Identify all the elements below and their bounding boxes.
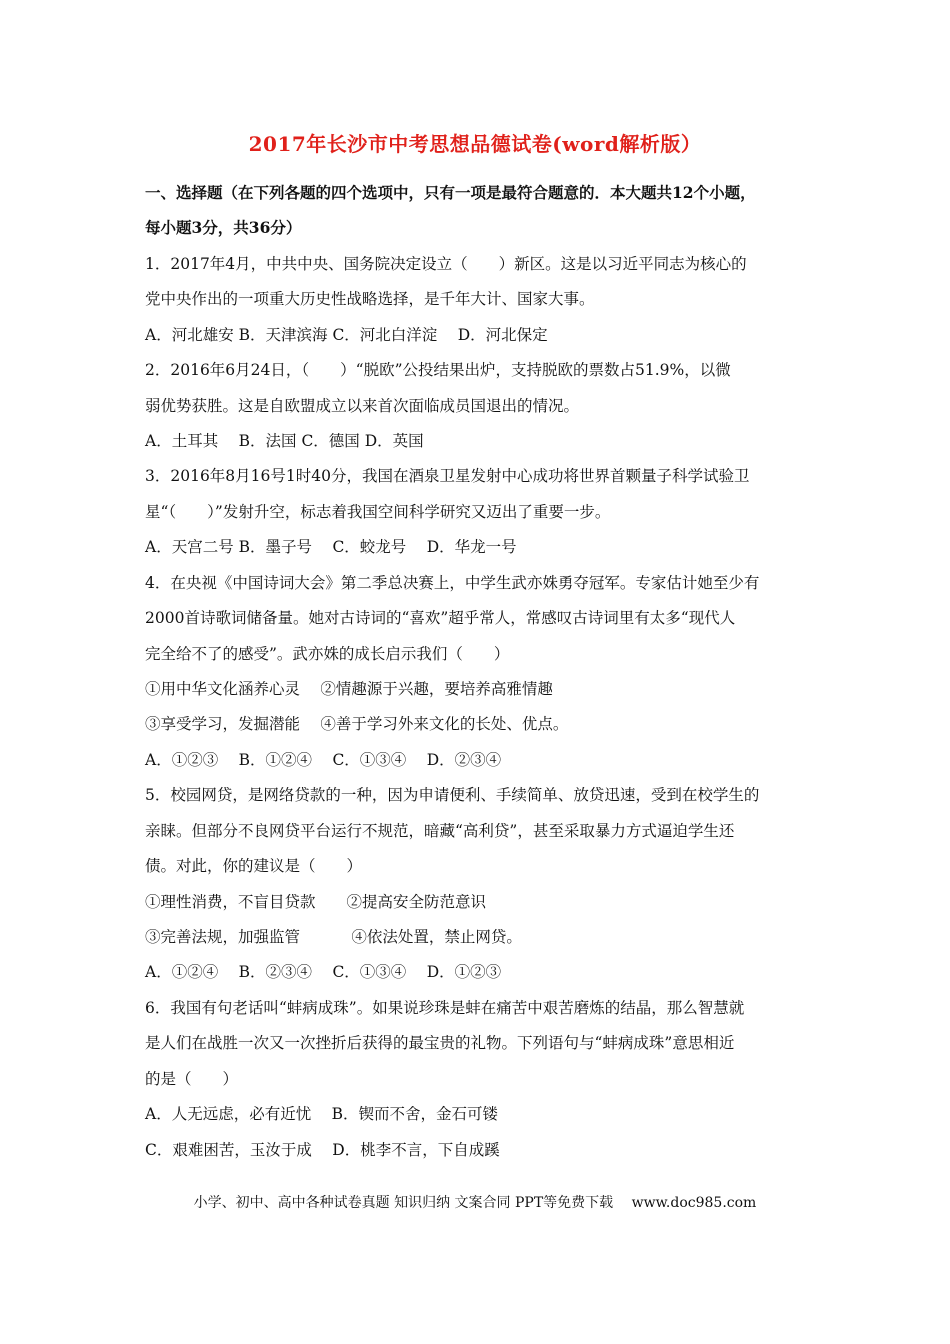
question-4-line-3: 完全给不了的感受”。武亦姝的成长启示我们（ ）	[145, 645, 510, 663]
question-5-options: A．①②④ B．②③④ C．①③④ D．①②③	[145, 963, 502, 981]
question-6-line-2: 是人们在战胜一次又一次挫折后获得的最宝贵的礼物。下列语句与“蚌病成珠”意思相近	[145, 1034, 735, 1052]
question-3-line-1: 3．2016年8月16号1时40分，我国在酒泉卫星发射中心成功将世界首颗量子科学试验卫	[145, 467, 750, 485]
question-1-line-2: 党中央作出的一项重大历史性战略选择，是千年大计、国家大事。	[145, 290, 595, 308]
question-6-options-a-b: A．人无远虑，必有近忧 B．锲而不舍，金石可镂	[145, 1105, 499, 1123]
question-1-line-1: 1．2017年4月，中共中央、国务院决定设立（ ）新区。这是以习近平同志为核心的	[145, 255, 747, 273]
question-2-options: A．土耳其 B．法国 C．德国 D．英国	[145, 432, 424, 450]
page-footer: 小学、初中、高中各种试卷真题 知识归纳 文案合同 PPT等免费下载 www.doc985.com	[193, 1195, 757, 1211]
question-3-line-2: 星“（ ）”发射升空，标志着我国空间科学研究又迈出了重要一步。	[145, 503, 611, 521]
question-5-statement-3-4: ③完善法规，加强监管 ④依法处置，禁止网贷。	[145, 928, 522, 946]
question-2-line-1: 2．2016年6月24日，（ ）“脱欧”公投结果出炉，支持脱欧的票数占51.9%，以微	[145, 361, 731, 379]
question-6-line-3: 的是（ ）	[145, 1070, 239, 1088]
question-5-statement-1-2: ①理性消费，不盲目贷款 ②提高安全防范意识	[145, 893, 487, 911]
section-heading-line-1: 一、选择题（在下列各题的四个选项中，只有一项是最符合题意的．本大题共12个小题，	[145, 183, 756, 202]
question-5-line-2: 亲睐。但部分不良网贷平台运行不规范，暗藏“高利贷”，甚至采取暴力方式逼迫学生还	[145, 822, 735, 840]
document-title: 2017年长沙市中考思想品德试卷(word解析版）	[248, 132, 702, 156]
question-2-line-2: 弱优势获胜。这是自欧盟成立以来首次面临成员国退出的情况。	[145, 397, 580, 415]
question-4-statement-1-2: ①用中华文化涵养心灵 ②情趣源于兴趣，要培养高雅情趣	[145, 680, 553, 698]
question-6-line-1: 6．我国有句老话叫“蚌病成珠”。如果说珍珠是蚌在痛苦中艰苦磨炼的结晶，那么智慧就	[145, 999, 745, 1017]
question-6-options-c-d: C．艰难困苦，玉汝于成 D．桃李不言，下自成蹊	[145, 1141, 500, 1159]
question-4-line-2: 2000首诗歌词储备量。她对古诗词的“喜欢”超乎常人，常感叹古诗词里有太多“现代人	[145, 609, 736, 627]
question-4-line-1: 4．在央视《中国诗词大会》第二季总决赛上，中学生武亦姝勇夺冠军。专家估计她至少有	[145, 574, 760, 592]
question-4-statement-3-4: ③享受学习，发掘潜能 ④善于学习外来文化的长处、优点。	[145, 715, 569, 733]
question-1-options: A．河北雄安 B．天津滨海 C．河北白洋淀 D．河北保定	[145, 326, 548, 344]
question-3-options: A．天宫二号 B．墨子号 C．蛟龙号 D．华龙一号	[145, 538, 517, 556]
section-heading-line-2: 每小题3分，共36分）	[145, 218, 302, 237]
question-4-options: A．①②③ B．①②④ C．①③④ D．②③④	[145, 751, 502, 769]
question-5-line-1: 5．校园网贷，是网络贷款的一种，因为申请便利、手续简单、放贷迅速，受到在校学生的	[145, 786, 760, 804]
question-5-line-3: 债。对此，你的建议是（ ）	[145, 857, 363, 875]
